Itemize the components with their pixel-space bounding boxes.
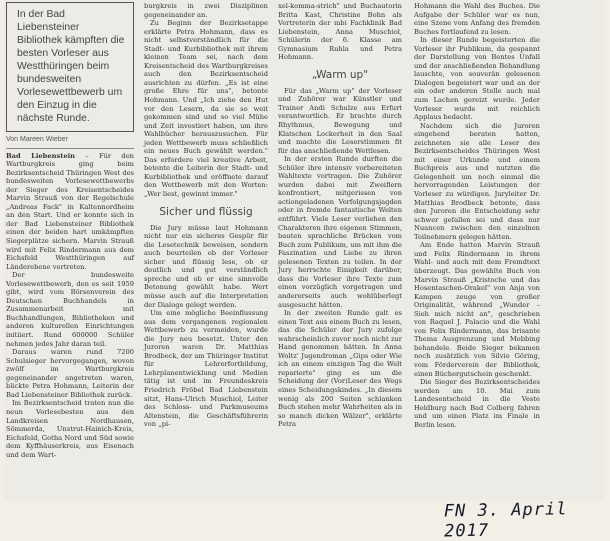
- paragraph: Im Bezirksentscheid traten nun die neun Vorlesebesten aus den Landkreisen Nordhausen, Sömmerda, Unstrut-Hainich-Kreis, Eichsfeld, Gotha Nord und Süd sowie dem Kyffhäuserkreis, aus Eisenach und dem Wart-: [6, 399, 134, 459]
- column-3: [278, 2, 402, 429]
- paragraph: In der ersten Runde durften die Schüler ihre intensiv vorbereiteten Wahltexte vortragen. Die Zuhörer wurden dabei mit Zweiflern konfrontiert, mitgerissen von actiongeladenen Verfolgungsjagden oder in fremde fantastische Welten entführt. Viele Leser verliehen den Charakteren ihre eigenen Stimmen, bauten sprachliche Brücken vom Buch zum Publikum, um mit ihm die Faszination und Liebe zu ihren gelesenen Texten zu teilen. In der Jury herrschte Einigkeit darüber, dass die Vorleser ihre Texte zum einen vorzüglich vorgetragen und andererseits auch wohlüberlegt ausgesucht hätten.: [278, 155, 402, 309]
- paragraph: In der zweiten Runde galt es einen Text aus einem Buch zu lesen, das die Schüler der Jury zufolge wahrscheinlich zuvor noch nicht zur Hand genommen hätten. In Anna Woltz' Jugendroman „Gips oder Wie ich an einem einzigen Tag die Welt reparierte" ging es um die Scheidung der (Vor)Leser des Wegs eines Scheidungskindes. „In diesem wenig als 200 Seiten schlanken Buch stehen mehr Wahrheiten als in so manch dicken Wälzer", erklärte Petra: [278, 309, 402, 429]
- paragraph: Der bundesweite Vorlesewettbewerb, den es seit 1959 gibt, wird vom Börsenverein des Deutschen Buchhandels in Zusammenarbeit mit Buchhandlungen, Bibliotheken und anderen kulturellen Einrichtungen initiiert. Rund 600000 Schüler nehmen jedes Jahr daran teil.: [6, 271, 134, 348]
- column-2: [144, 2, 268, 429]
- byline: Von Mareen Wieber: [6, 136, 134, 149]
- column-4: [414, 2, 540, 429]
- teaser-box: In der Bad Liebensteiner Bibliothek kämpften die besten Vorleser aus Westthüringen beim bundesweiten Vorlesewettbewerb um den Einzug in die nächste Runde.: [6, 2, 134, 132]
- paragraph: xel-komma-strich" und Buchautorin Britta Kast, Christine Bohn als Vertreterin der mbi Fachklinik Bad Liebenstein, Anna Muschiol, Schülerin der 6. Klasse am Gymnasium Ruhla und Petra Hohmann.: [278, 2, 402, 62]
- dateline: Bad Liebenstein: [6, 151, 75, 160]
- paragraph: Daraus waren rund 7200 Schulsieger hervorgegangen, wovon zwölf im Wartburgkreis gegeneinander angetreten waren, blickte Petra Hohmann, Leiterin der Bad Liebensteiner Bibliothek zurück.: [6, 348, 134, 399]
- paragraph: Hohmann die Wahl des Buches. Die Aufgabe der Schüler war es nun, eine Szene vom Anfang des fremden Buches fortlaufend zu lesen.: [414, 2, 540, 36]
- subheading: „Warm up": [311, 68, 369, 81]
- paragraph: Die Sieger des Bezirksentscheides werden am 10. Mai zum Landesentscheid in die Veste Heldburg nach Bad Colberg fahren und um einen Platz im Finale in Berlin lesen.: [414, 378, 540, 429]
- paragraph: Zu Beginn der Bezirksetappe erklärte Petra Hohmann, dass es nicht selbstverständlich für die Stadt- und Kurbibliothek mit ihrem kleinen Team sei, nach dem Kreisentscheid des Wartburgkreises auch den Bezirksentscheid ausrichten zu dürfen. „Es ist eine große Ehre für uns", betonte Hohmann. Und „Ich ziehe den Hut vor den Lesern, da sie so weit gekommen sind und so viel Mühe und Zeit investiert haben, um ihre Wahlbücher herauszusuchen. Für jeden Wettbewerb muss schließlich ein neues Buch gewählt werden." Das erfordere viel kreative Arbeit, betonte die Leiterin der Stadt- und Kurbibliothek und eröffnete darauf den Wettbewerb mit den Worten: „Wer liest, gewinnt immer.": [144, 19, 268, 199]
- paragraph-text: – Für den Wartburgkreis ging beim Bezirksentscheid Thüringen West des bundesweiten Vorlesewettbewerbs der Sieger des Kreisentscheides Marvin Strauß von der Regelschule „Andreas Fack" in Kaltennordheim an den Start. Und er konnte sich in der Bad Liebensteiner Bibliothek einen der beiden hart umkämpften Siegerplätze sichern. Marvin Strauß wird mit Felix Rindermann aus dem Eichsfeld Westthüringen auf Länderebene vertreten.: [6, 151, 134, 271]
- paragraph: Am Ende hatten Marvin Strauß und Felix Rindermann in ihrem Wahl- und auch mit dem Fremdtext überzeugt. Das gewählte Buch von Marvin Strauß „Kristoche und das Hosentaschen-Orakel" von Anja von Kampen zeuge von großer Originalität, während „Wunder – Sieh mich nicht an", geschrieben von Raquel J. Palacio und die Wahl von Felix Rindermann, das brisante Thema Ausgrenzung und Mobbing behandele. Beide Sieger bekamen noch zusätzlich von Silvio Göring, vom Förderverein der Bibliothek, einen Büchergutschein geschenkt.: [414, 241, 540, 378]
- newspaper-clipping: [4, 0, 604, 500]
- paragraph: Die Jury müsse laut Hohmann nicht nur ein sicheres Gespür für die Lesetechnik beweisen, sondern auch beurteilen ob der Vorleser sicher und flüssig lese, ob er deutlich und gut verständlich spreche und ob er eine sinnvolle Betonung gewählt habe. Wert müsse auch auf die Interpretation der Dialoge gelegt werden.: [144, 223, 268, 309]
- paragraph: burgkreis in zwei Disziplinen gegeneinander an.: [144, 2, 268, 19]
- paragraph: Nachdem sich die Juroren eingehend beraten hatten, zeichneten sie alle Leser des Bezirksentscheides Thüringen West mit einer Urkunde und einem Buchpreis aus und nutzten die Gelegenheit um noch einmal die hervorragenden Leistungen der Vorleser zu würdigen. Juryleiter Dr. Matthias Brodbeck betonte, dass den Juroren die Entscheidung sehr schwer gefallen sei und dass nur Nuancen zwischen den einzelnen Teilnehmern gelegen hätten.: [414, 121, 540, 241]
- paragraph: Um eine mögliche Beeinflussung aus dem vergangenen regionalen Wettbewerb zu vermeiden, wurde die Jury neu besetzt. Unter den Juroren waren Dr. Matthias Brodbeck, der am Thüringer Institut für Lehrerfortbildung, Lehrplanentwicklung und Medien tätig ist und im Freundeskreis Friedrich Fröbel Bad Liebenstein sitzt, Hans-Ulrich Muschiol, Leiter des Schloss- und Parkmuseums Altenstein, die Geschäftsführerin von „pi-: [144, 309, 268, 429]
- handwritten-date-note: FN 3. April 2017: [443, 499, 568, 541]
- paragraph: Für das „Warm up" der Vorleser und Zuhörer war Künstler und Trainer Andi Schulze aus Erfurt verantwortlich. Er brachte durch Rhythmus, Bewegung und Klatschen Lockerheit in den Saal und machte die Leserstimmen fit für das anschließende Wettlesen.: [278, 86, 402, 155]
- paragraph: In dieser Runde begeisterten die Vorleser ihr Publikum, da gespannt der Darstellung von Bentes Unfall und der anschließenden Behandlung lauschte, von souverän gelesenen Dialogen begeistert war und an der ein oder anderen Stelle auch mal zum Lachen gereizt wurde. Jeder Vorleser wurde mit reichlich Applaus bedacht.: [414, 36, 540, 122]
- subheading: Sicher und flüssig: [159, 205, 253, 218]
- paragraph: [6, 152, 134, 272]
- column-1: [6, 2, 134, 459]
